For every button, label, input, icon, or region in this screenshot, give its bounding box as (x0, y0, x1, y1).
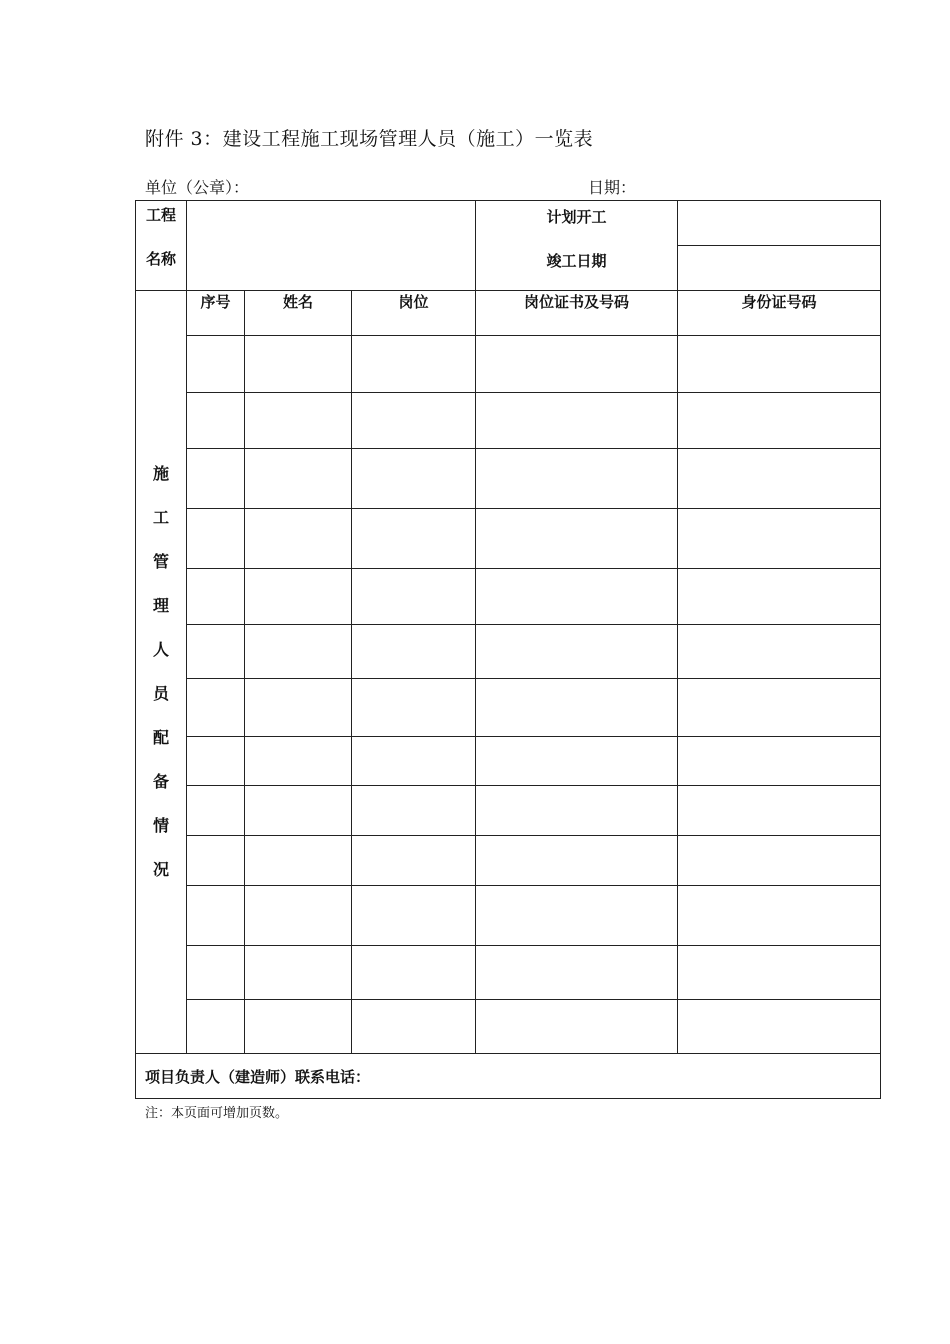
plan-dates-label (476, 201, 678, 291)
cell-certificate[interactable] (476, 449, 678, 509)
cell-position[interactable] (352, 336, 476, 393)
cell-position[interactable] (352, 679, 476, 737)
cell-id-number[interactable] (678, 336, 881, 393)
cell-id-number[interactable] (678, 569, 881, 625)
cell-seq[interactable] (187, 1000, 245, 1054)
cell-name[interactable] (245, 737, 352, 786)
cell-seq[interactable] (187, 886, 245, 946)
table-row (136, 946, 881, 1000)
cell-position[interactable] (352, 625, 476, 679)
cell-seq[interactable] (187, 393, 245, 449)
cell-certificate[interactable] (476, 886, 678, 946)
cell-position[interactable] (352, 836, 476, 886)
cell-certificate[interactable] (476, 393, 678, 449)
cell-seq[interactable] (187, 509, 245, 569)
cell-id-number[interactable] (678, 946, 881, 1000)
table-row (136, 679, 881, 737)
side-label-char: 理 (152, 596, 169, 615)
table-row (136, 836, 881, 886)
col-header-seq: 序号 (187, 291, 245, 336)
completion-date-field[interactable] (678, 246, 881, 291)
side-label-char: 情 (152, 816, 169, 835)
cell-certificate[interactable] (476, 679, 678, 737)
staff-side-label (136, 291, 187, 1054)
cell-name[interactable] (245, 786, 352, 836)
project-label-line2: 名称 (145, 250, 176, 268)
cell-id-number[interactable] (678, 786, 881, 836)
completion-date-label: 竣工日期 (546, 252, 607, 270)
cell-seq[interactable] (187, 449, 245, 509)
side-label-char: 员 (152, 684, 169, 703)
side-label-char: 配 (152, 728, 169, 747)
table-row (136, 569, 881, 625)
cell-certificate[interactable] (476, 509, 678, 569)
cell-id-number[interactable] (678, 509, 881, 569)
cell-name[interactable] (245, 449, 352, 509)
cell-seq[interactable] (187, 336, 245, 393)
cell-certificate[interactable] (476, 836, 678, 886)
project-name-field[interactable] (187, 201, 476, 291)
side-label-char: 管 (152, 552, 169, 571)
table-row (136, 336, 881, 393)
cell-certificate[interactable] (476, 569, 678, 625)
cell-seq[interactable] (187, 836, 245, 886)
cell-seq[interactable] (187, 786, 245, 836)
cell-certificate[interactable] (476, 946, 678, 1000)
col-header-certificate: 岗位证书及号码 (476, 291, 678, 336)
cell-id-number[interactable] (678, 449, 881, 509)
cell-name[interactable] (245, 886, 352, 946)
cell-certificate[interactable] (476, 336, 678, 393)
date-label: 日期： (588, 178, 637, 197)
cell-name[interactable] (245, 509, 352, 569)
cell-certificate[interactable] (476, 1000, 678, 1054)
cell-position[interactable] (352, 509, 476, 569)
cell-certificate[interactable] (476, 786, 678, 836)
plan-start-label: 计划开工 (546, 208, 607, 226)
cell-position[interactable] (352, 737, 476, 786)
cell-id-number[interactable] (678, 737, 881, 786)
footnote: 注：本页面可增加页数。 (145, 1106, 289, 1121)
cell-name[interactable] (245, 569, 352, 625)
cell-position[interactable] (352, 393, 476, 449)
cell-certificate[interactable] (476, 625, 678, 679)
cell-id-number[interactable] (678, 1000, 881, 1054)
unit-seal-label: 单位（公章）： (145, 178, 250, 197)
cell-position[interactable] (352, 886, 476, 946)
cell-name[interactable] (245, 679, 352, 737)
cell-position[interactable] (352, 449, 476, 509)
side-label-char: 况 (152, 860, 169, 879)
project-label-line1: 工程 (145, 206, 176, 224)
cell-id-number[interactable] (678, 679, 881, 737)
col-header-position: 岗位 (352, 291, 476, 336)
table-row (136, 449, 881, 509)
cell-seq[interactable] (187, 679, 245, 737)
staff-table (135, 200, 881, 1099)
cell-name[interactable] (245, 836, 352, 886)
table-row (136, 737, 881, 786)
table-row (136, 1000, 881, 1054)
side-label-char: 工 (152, 508, 169, 527)
cell-seq[interactable] (187, 625, 245, 679)
table-row (136, 786, 881, 836)
plan-start-field[interactable] (678, 201, 881, 246)
cell-position[interactable] (352, 786, 476, 836)
side-label-char: 人 (152, 640, 169, 659)
col-header-id-number: 身份证号码 (678, 291, 881, 336)
cell-certificate[interactable] (476, 737, 678, 786)
table-row (136, 509, 881, 569)
cell-id-number[interactable] (678, 886, 881, 946)
side-label-char: 备 (152, 772, 169, 791)
cell-name[interactable] (245, 625, 352, 679)
cell-id-number[interactable] (678, 393, 881, 449)
cell-seq[interactable] (187, 569, 245, 625)
cell-name[interactable] (245, 1000, 352, 1054)
col-header-name: 姓名 (245, 291, 352, 336)
table-row (136, 625, 881, 679)
cell-seq[interactable] (187, 737, 245, 786)
document-title: 附件 3：建设工程施工现场管理人员（施工）一览表 (145, 128, 594, 150)
cell-id-number[interactable] (678, 625, 881, 679)
cell-name[interactable] (245, 393, 352, 449)
cell-name[interactable] (245, 946, 352, 1000)
cell-seq[interactable] (187, 946, 245, 1000)
table-row (136, 886, 881, 946)
cell-position[interactable] (352, 569, 476, 625)
project-name-label (136, 201, 187, 291)
cell-position[interactable] (352, 946, 476, 1000)
side-label-char: 施 (152, 464, 169, 483)
cell-name[interactable] (245, 336, 352, 393)
cell-position[interactable] (352, 1000, 476, 1054)
project-leader-phone-row[interactable]: 项目负责人（建造师）联系电话： (136, 1054, 881, 1099)
cell-id-number[interactable] (678, 836, 881, 886)
table-row (136, 393, 881, 449)
